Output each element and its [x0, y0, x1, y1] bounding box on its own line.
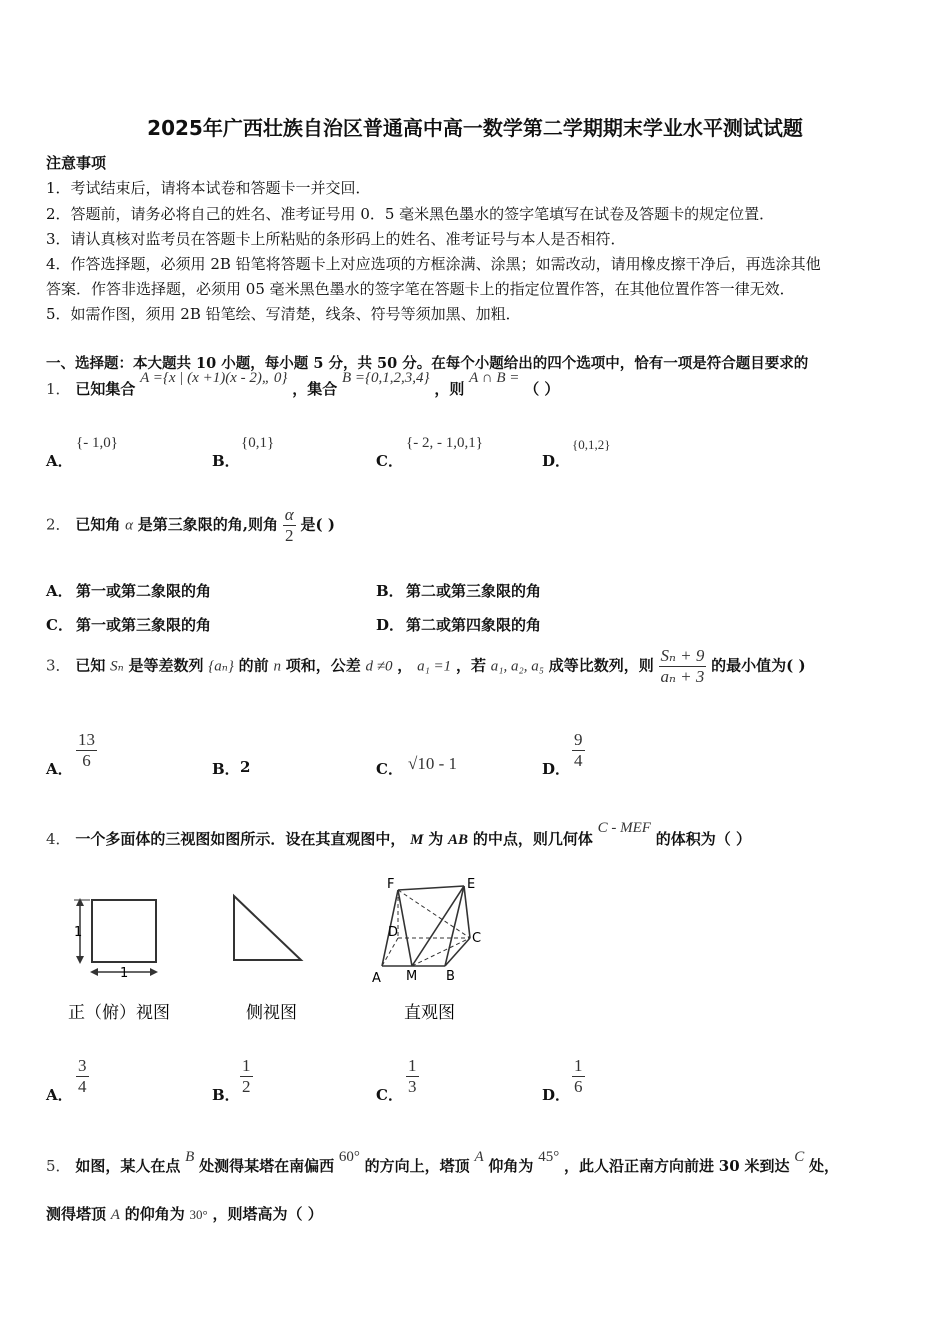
q5-deg60: 60° [338, 1149, 360, 1165]
q3-option-a [76, 730, 97, 771]
notes-heading: 注意事项 [46, 154, 107, 172]
q2-option-a-label: A． [46, 582, 73, 600]
q3-text: 是等差数列 [128, 656, 204, 675]
q3-option-d [572, 730, 585, 771]
fraction [572, 1056, 585, 1097]
q4-text: 的体积为（ ） [655, 830, 751, 848]
q2-option-d-label: D． [376, 616, 405, 634]
fraction-numerator: 1 [574, 1056, 583, 1075]
q2-text: 已知角 [75, 515, 121, 534]
q5-text: 处测得某塔在南偏西 [199, 1157, 335, 1175]
q3-text: 已知 [75, 656, 106, 675]
q4-option-a-label: A． [46, 1086, 73, 1104]
front-view-square [92, 900, 156, 962]
q1-paren: （ ） [524, 380, 560, 398]
q3-text: 项和，公差 [285, 656, 361, 675]
page-title: 2025年广西壮族自治区普通高中高一数学第二学期期末学业水平测试试题 [147, 116, 803, 140]
q5-c: C [794, 1149, 805, 1165]
q4-option-a [76, 1056, 89, 1097]
q1-set-b: B ={0,1,2,3,4} [342, 370, 430, 386]
q4-option-b-label: B． [212, 1086, 240, 1104]
fraction-denominator: 4 [78, 1077, 87, 1096]
fraction-numerator: 1 [408, 1056, 417, 1075]
q1-text: 已知集合 [75, 380, 136, 398]
q4-text: 一个多面体的三视图如图所示．设在其直观图中， [75, 830, 406, 848]
three-view-figure [60, 868, 500, 1038]
fraction [406, 1056, 419, 1097]
question-number: 3． [46, 656, 71, 675]
arrow-head [76, 898, 84, 906]
fraction [572, 730, 585, 771]
arrow-head [90, 968, 98, 976]
q2-option-c-label: C． [46, 616, 73, 634]
fraction [76, 1056, 89, 1097]
fraction-numerator: 9 [574, 730, 583, 749]
fraction-denominator: 6 [574, 1077, 583, 1096]
q1-expr: A ∩ B = [469, 370, 520, 386]
dim-label-height: 1 [74, 925, 83, 940]
q5-text: ，则塔高为（ ） [212, 1205, 323, 1223]
q4-option-b [240, 1056, 253, 1097]
q3-sn: Sₙ [110, 658, 124, 675]
q4-option-c-label: C． [376, 1086, 403, 1104]
q1-set-a: A ={x | (x +1)(x - 2)„ 0} [140, 370, 288, 386]
note-item: 答案．作答非选择题，必须用 05 毫米黑色墨水的签字笔在答题卡上的指定位置作答，在其他位置作答一律无效． [46, 280, 795, 298]
point-label: A [372, 971, 381, 986]
fraction-denominator: 2 [242, 1077, 251, 1096]
q5-deg45: 45° [538, 1149, 560, 1165]
dim-label-width: 1 [120, 966, 129, 981]
q3-option-c: √10 - 1 [408, 754, 457, 773]
q1-option-b-label: B． [212, 452, 240, 470]
q5-a: A [110, 1207, 120, 1223]
q2-option-d: 第二或第四象限的角 [406, 616, 542, 634]
section-heading: 一、选择题：本大题共 10 小题，每小题 5 分，共 50 分。在每个小题给出的四个选项中，恰有一项是符合题目要求的 [46, 355, 809, 372]
side-view-triangle [234, 896, 301, 960]
question-5 [46, 1149, 840, 1176]
note-item: 5．如需作图，须用 2B 铅笔绘、写清楚，线条、符号等须加黑、加粗． [46, 305, 521, 323]
point-label: E [467, 877, 476, 892]
q1-text: ，集合 [292, 380, 338, 398]
q4-option-d-label: D． [542, 1086, 571, 1104]
q3-option-a-label: A． [46, 760, 73, 778]
point-label: D [388, 925, 399, 940]
q1-option-a-label: A． [46, 452, 73, 470]
q3-a1: a₁ =1 [417, 658, 452, 675]
q3-text: ，若 [455, 656, 486, 675]
q4-expr: C - MEF [597, 820, 651, 836]
q3-option-d-label: D． [542, 760, 571, 778]
note-item: 3．请认真核对监考员在答题卡上所粘贴的条形码上的姓名、准考证号与本人是否相符． [46, 230, 626, 248]
q5-text: 处， [809, 1157, 840, 1175]
q3-text: ， [397, 656, 413, 675]
q4-text: 为 [428, 830, 444, 848]
q2-option-a: 第一或第二象限的角 [76, 582, 212, 600]
perspective-caption: 直观图 [404, 1003, 455, 1023]
q3-fraction [659, 646, 707, 687]
q2-text: 是第三象限的角,则角 [137, 515, 279, 534]
q3-option-c-label: C． [376, 760, 403, 778]
q3-text: 的前 [238, 656, 269, 675]
q4-m: M [410, 832, 424, 848]
q1-option-d: {0,1,2} [572, 437, 611, 452]
front-view-caption: 正（俯）视图 [68, 1003, 170, 1023]
q5-text: 如图，某人在点 [75, 1157, 181, 1175]
point-label: C [472, 931, 482, 946]
q2-alpha: α [125, 517, 133, 534]
fraction-numerator: 3 [78, 1056, 87, 1075]
q1-option-c-label: C． [376, 452, 403, 470]
q5-text: 测得塔顶 [46, 1205, 107, 1223]
q1-option-d-label: D． [542, 452, 571, 470]
q5-text: 米到达 [744, 1157, 790, 1175]
q5-b: B [185, 1149, 195, 1165]
q5-text: 的仰角为 [124, 1205, 185, 1223]
fraction [240, 1056, 253, 1097]
fraction-denominator: 2 [285, 526, 294, 545]
question-2 [46, 505, 335, 546]
q1-option-b: {0,1} [241, 435, 275, 451]
point-label: B [446, 969, 455, 984]
q5-text: 仰角为 [488, 1157, 534, 1175]
fraction-numerator: α [284, 505, 294, 524]
q5-deg30: 30° [189, 1207, 208, 1222]
fraction-numerator: Sₙ + 9 [660, 646, 705, 665]
question-3 [46, 646, 806, 687]
q3-option-b-label: B． [212, 760, 240, 778]
q5-text: 的方向上，塔顶 [364, 1157, 470, 1175]
side-view-caption: 侧视图 [246, 1003, 297, 1023]
q2-option-b-label: B． [376, 582, 404, 600]
point-label: M [406, 969, 418, 984]
fraction-denominator: aₙ + 3 [660, 667, 705, 686]
fraction-denominator: 6 [82, 751, 91, 770]
fraction-numerator: 1 [242, 1056, 251, 1075]
q5-a: A [474, 1149, 484, 1165]
q3-text: 成等比数列，则 [548, 656, 654, 675]
fraction [76, 730, 97, 771]
q3-option-b: 2 [240, 758, 251, 776]
note-item: 1．考试结束后，请将本试卷和答题卡一并交回． [46, 179, 371, 197]
fraction-numerator: 13 [78, 730, 95, 749]
fraction-denominator: 3 [408, 1077, 417, 1096]
q4-option-c [406, 1056, 419, 1097]
question-4 [46, 820, 751, 849]
q3-an: {aₙ} [208, 658, 234, 675]
question-1 [46, 370, 560, 399]
point-label: F [387, 877, 395, 892]
note-item: 4．作答选择题，必须用 2B 铅笔将答题卡上对应选项的方框涂满、涂黑；如需改动，请用橡皮擦干净后，再选涂其他 [46, 255, 821, 273]
note-item: 2．答题前，请务必将自己的姓名、准考证号用 0．5 毫米黑色墨水的签字笔填写在试卷及答题卡的规定位置． [46, 205, 775, 223]
arrow-head [150, 968, 158, 976]
q2-text: 是( ) [300, 515, 335, 534]
q4-option-d [572, 1056, 585, 1097]
q3-seq: a₁, a₂, a₅ [490, 658, 544, 675]
arrow-head [76, 956, 84, 964]
q5-text: ，此人沿正南方向前进 [563, 1157, 714, 1175]
question-number: 1． [46, 380, 71, 398]
question-number: 2． [46, 515, 71, 534]
q3-d: d ≠0 [365, 658, 393, 675]
q3-text: 的最小值为( ) [711, 656, 806, 675]
q1-option-c: {- 2, - 1,0,1} [406, 435, 483, 451]
question-number: 5． [46, 1157, 71, 1175]
q3-n: n [273, 658, 281, 675]
q5-distance: 30 [718, 1157, 740, 1175]
q2-fraction [283, 505, 296, 546]
fraction-denominator: 4 [574, 751, 583, 770]
q2-option-b: 第二或第三象限的角 [406, 582, 542, 600]
question-5-line-2 [46, 1203, 323, 1224]
q1-text: ，则 [434, 380, 465, 398]
q4-text: 的中点，则几何体 [472, 830, 593, 848]
q2-option-c: 第一或第三象限的角 [76, 616, 212, 634]
q1-option-a: {- 1,0} [76, 435, 118, 451]
q4-ab: AB [448, 832, 469, 848]
question-number: 4． [46, 830, 71, 848]
